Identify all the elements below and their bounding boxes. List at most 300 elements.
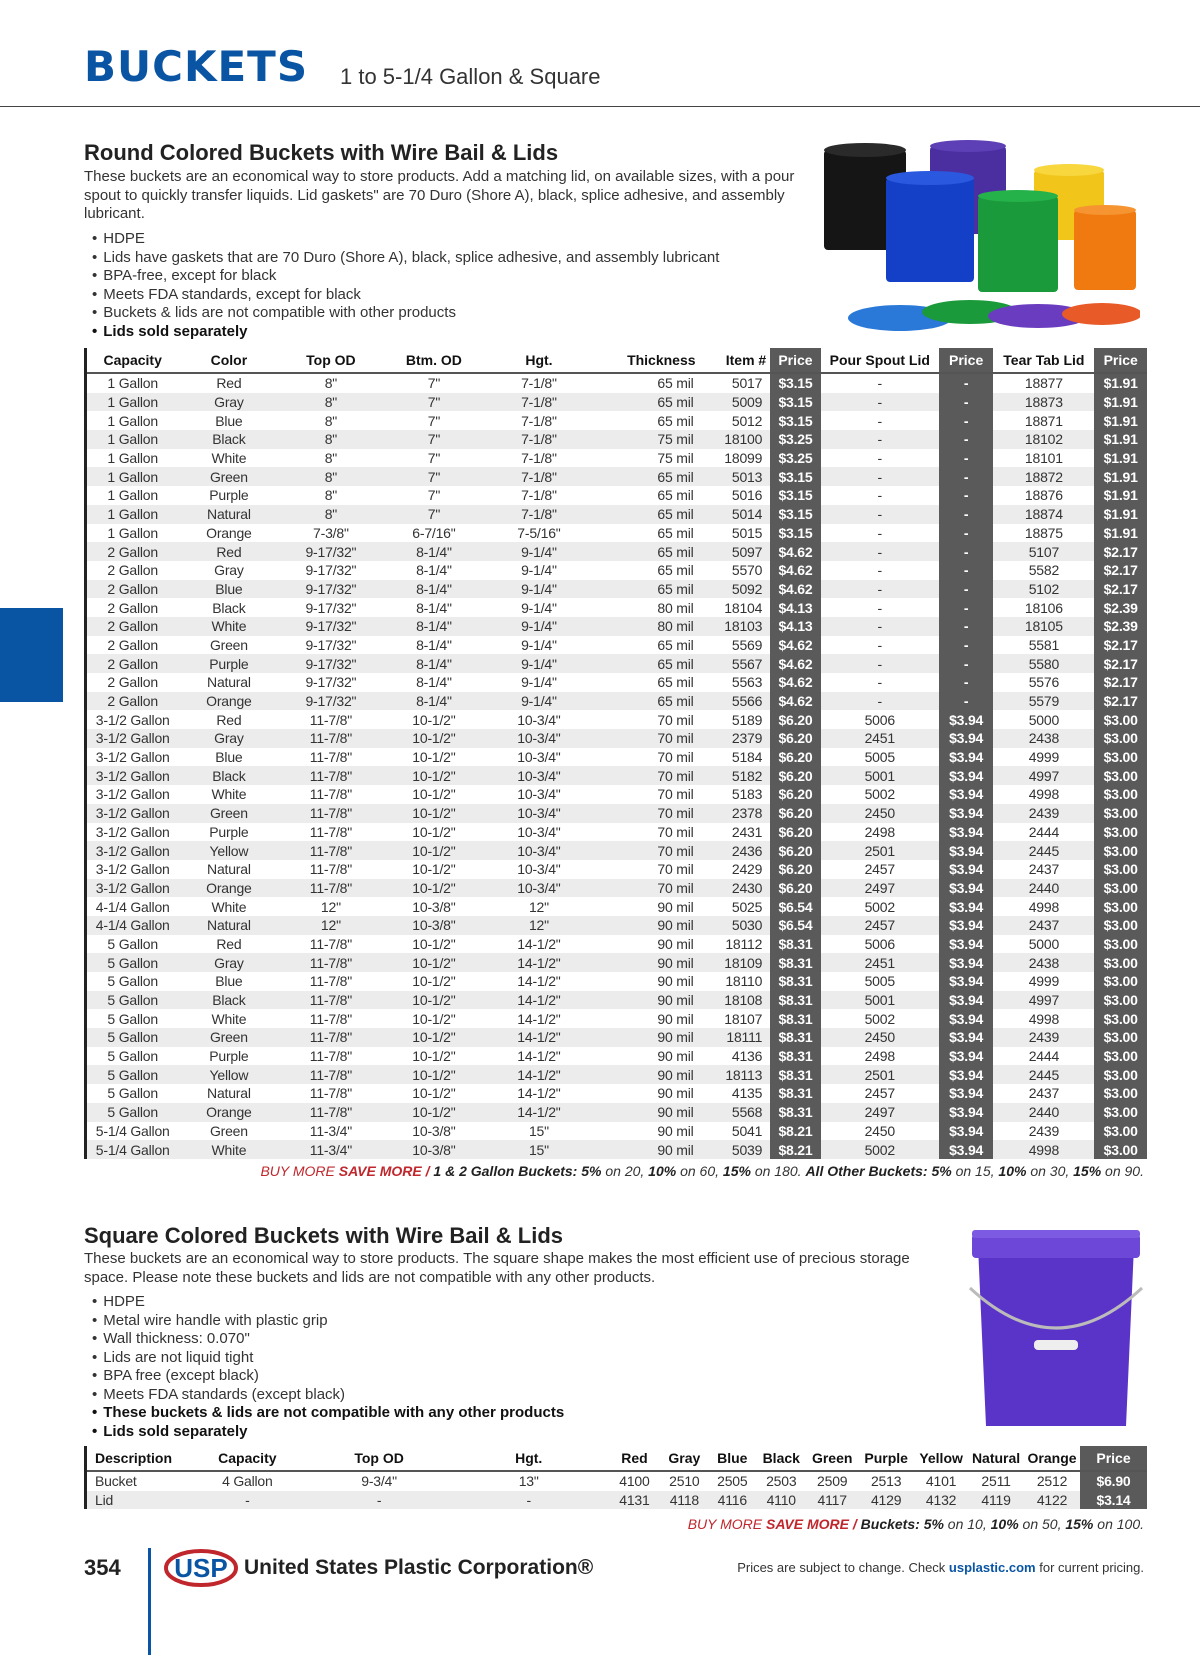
table-cell: $3.00 [1094,879,1147,898]
table-cell: 1 Gallon [107,487,158,504]
table-cell: 7" [382,467,485,486]
table-cell: 5189 [731,711,763,728]
table-cell: 18871 [1024,412,1063,429]
table-cell: 10-3/4" [517,823,561,840]
table-cell: $8.31 [770,991,820,1010]
table-cell: - [877,524,883,541]
table-cell: $3.94 [939,804,994,823]
table-cell: 9-1/4" [485,617,592,636]
table-cell: 2 Gallon [86,580,179,599]
table-cell: 90 mil [657,1010,694,1027]
table-cell: $3.94 [939,1065,994,1084]
table-cell: 5107 [993,542,1094,561]
table-cell: $3.94 [939,897,994,916]
table-cell: - [821,430,939,449]
table-cell: 14-1/2" [517,973,561,990]
table-row [86,486,1148,505]
table-cell: $3.94 [939,935,994,954]
discount-tier: 15% [1073,1163,1102,1179]
table-cell: 18876 [1024,487,1063,504]
group-label: All Other Buckets: [805,1163,928,1179]
table-cell: 11-3/4" [309,1122,353,1139]
separator: / [848,1516,861,1532]
table-cell: Red [216,711,242,728]
table-cell: 1 Gallon [107,524,158,541]
table-cell: 12" [485,916,592,935]
bullet-item: • Meets FDA standards (except black) [84,1386,564,1405]
table-cell: 7-1/8" [521,450,557,467]
square-buy-more-note [688,1516,1144,1532]
col-header: Purple [858,1446,914,1471]
table-cell: $6.20 [770,710,820,729]
table-cell: 2445 [993,841,1094,860]
table-cell: 4117 [806,1491,858,1510]
table-cell: 90 mil [592,1028,701,1047]
table-cell: $3.94 [939,1047,994,1066]
table-cell: 4 Gallon [222,1473,273,1490]
table-row [86,1047,1148,1066]
table-cell: 10-3/4" [517,861,561,878]
table-cell: 10-3/4" [517,749,561,766]
table-cell: $8.31 [770,953,820,972]
table-row [86,953,1148,972]
square-buckets-table [84,1446,1147,1509]
table-cell: $3.00 [1094,729,1147,748]
table-cell: $8.31 [770,1009,820,1028]
table-row [86,785,1148,804]
table-cell: 4999 [1028,973,1060,990]
table-cell: 2439 [1028,1122,1060,1139]
table-cell: - [939,449,994,468]
table-cell: Blue [215,749,243,766]
table-cell: 5039 [702,1140,771,1159]
table-cell: - [821,505,939,524]
table-cell: 18107 [724,1010,763,1027]
table-row [86,373,1148,393]
table-cell: White [211,1010,247,1027]
table-cell: $3.94 [939,1140,994,1159]
table-cell: 2 Gallon [107,674,158,691]
buy-more-text: BUY MORE [687,1516,766,1532]
table-cell: 9-1/4" [521,636,557,653]
table-cell: 10-1/2" [412,1048,456,1065]
table-row [86,393,1148,412]
table-cell: $3.94 [939,823,994,842]
table-cell: $3.14 [1080,1491,1147,1510]
table-cell: 2498 [864,823,895,840]
table-cell: 4100 [619,1473,650,1490]
table-cell: 65 mil [657,524,694,541]
table-cell: Green [209,1122,248,1139]
table-cell: 65 mil [592,692,701,711]
table-cell: $3.15 [770,393,820,412]
table-cell: $1.91 [1094,449,1147,468]
table-cell: Green [178,1028,279,1047]
table-cell: 7-3/8" [313,524,349,541]
table-row [86,449,1148,468]
table-cell: - [821,654,939,673]
round-buckets-photo [820,138,1140,338]
table-cell: 65 mil [657,562,694,579]
table-cell: Black [178,430,279,449]
table-cell: $2.17 [1094,636,1147,655]
table-cell: $3.25 [770,449,820,468]
table-cell: $3.94 [939,785,994,804]
table-cell: 18104 [724,599,763,616]
table-cell: - [939,505,994,524]
table-row [86,1491,1148,1510]
table-cell: 2451 [821,953,939,972]
table-cell: - [449,1491,609,1510]
table-cell: 65 mil [592,580,701,599]
table-cell: Gray [214,562,244,579]
table-cell: 3-1/2 Gallon [95,861,170,878]
table-cell: 10-1/2" [382,1028,485,1047]
table-cell: $3.00 [1094,1140,1147,1159]
table-cell: $3.94 [939,1103,994,1122]
table-cell: 5 Gallon [86,991,179,1010]
table-cell: 3-1/2 Gallon [86,729,179,748]
table-cell: 7-1/8" [485,430,592,449]
bullet-item: • Buckets & lids are not compatible with other products [84,304,719,323]
table-cell: 18108 [702,991,771,1010]
col-header: Top OD [279,348,382,373]
table-cell: 2429 [731,861,763,878]
table-cell: 65 mil [592,654,701,673]
table-row [86,617,1148,636]
table-cell: $3.94 [939,729,994,748]
table-cell: 5041 [731,1122,763,1139]
table-cell: 5568 [702,1103,771,1122]
table-cell: $4.62 [770,654,820,673]
table-cell: 2497 [821,1103,939,1122]
table-cell: 2503 [766,1473,797,1490]
table-cell: 5002 [821,1140,939,1159]
table-cell: 2497 [821,879,939,898]
table-cell: 10-1/2" [412,861,456,878]
col-header: Hgt. [485,348,592,373]
table-cell: Purple [178,654,279,673]
table-cell: 14-1/2" [485,1028,592,1047]
bullet-item: • Meets FDA standards, except for black [84,286,719,305]
table-cell: 10-1/2" [382,1103,485,1122]
table-row [86,748,1148,767]
table-row [86,692,1148,711]
table-cell: 2444 [1028,823,1060,840]
table-cell: $3.94 [939,710,994,729]
bullet-item: • BPA-free, except for black [84,267,719,286]
table-cell: 5005 [864,973,895,990]
table-cell: 4116 [708,1491,756,1510]
table-cell: 4997 [993,991,1094,1010]
group-label: Buckets: [860,1516,920,1532]
table-cell: 2438 [993,953,1094,972]
footer-divider [148,1548,151,1655]
table-cell: Blue [215,412,243,429]
table-cell: 5581 [1028,636,1060,653]
table-cell: 2450 [821,804,939,823]
table-cell: 9-1/4" [485,692,592,711]
table-cell: 9-1/4" [521,674,557,691]
table-cell: $3.00 [1094,823,1147,842]
table-cell: 70 mil [592,879,701,898]
table-cell: 80 mil [657,599,694,616]
table-row [86,1122,1148,1141]
table-cell: - [821,542,939,561]
table-cell: 11-7/8" [309,935,353,952]
table-cell: 5000 [1028,711,1060,728]
table-cell: 10-1/2" [412,823,456,840]
table-cell: 2 Gallon [86,542,179,561]
table-row [86,991,1148,1010]
table-cell: 5 Gallon [86,1065,179,1084]
table-cell: 4119 [968,1491,1024,1510]
table-cell: $3.15 [770,505,820,524]
table-cell: 2440 [993,1103,1094,1122]
table-cell: 2379 [702,729,771,748]
table-cell: - [939,673,994,692]
round-table-header [86,348,1148,373]
page-number: 354 [84,1555,121,1580]
table-cell: Yellow [178,1065,279,1084]
table-cell: 5014 [702,505,771,524]
table-cell: 5569 [731,636,763,653]
table-cell: 9-17/32" [305,674,357,691]
bullet-item-bold: • Lids sold separately [84,323,719,342]
table-cell: 7-1/8" [521,412,557,429]
table-cell: 70 mil [657,861,694,878]
col-header: Red [608,1446,660,1471]
table-cell: 2501 [821,841,939,860]
table-cell: 2 Gallon [86,617,179,636]
table-cell: 11-7/8" [279,1028,382,1047]
table-cell: Purple [209,823,249,840]
table-cell: 1 Gallon [107,375,158,392]
table-cell: 5576 [1028,674,1060,691]
table-row [86,524,1148,543]
table-cell: 70 mil [592,766,701,785]
table-cell: $2.17 [1094,654,1147,673]
table-cell: 7-1/8" [485,505,592,524]
table-cell: 90 mil [657,935,694,952]
table-cell: 9-1/4" [485,542,592,561]
page-subtitle: 1 to 5-1/4 Gallon & Square [340,64,601,89]
table-cell: 5580 [993,654,1094,673]
table-cell: 8-1/4" [416,636,452,653]
table-cell: Blue [215,973,243,990]
table-cell: 9-1/4" [485,580,592,599]
table-cell: 4999 [1028,749,1060,766]
table-cell: - [939,542,994,561]
table-row [86,598,1148,617]
table-cell: 70 mil [592,841,701,860]
col-header: Capacity [86,348,179,373]
table-row [86,1103,1148,1122]
table-cell: Gray [178,393,279,412]
blue-bucket-image [886,171,974,282]
table-cell: 2513 [870,1473,902,1490]
table-cell: 5 Gallon [107,973,158,990]
table-cell: 90 mil [592,916,701,935]
table-cell: $4.62 [770,580,820,599]
col-header: Green [806,1446,858,1471]
table-cell: $3.00 [1094,1103,1147,1122]
table-cell: 2444 [1028,1048,1060,1065]
table-cell: - [821,580,939,599]
discount-tier: 10% [998,1163,1027,1179]
table-cell: 10-1/2" [412,973,456,990]
table-cell: 5570 [731,562,763,579]
table-cell: 10-3/8" [382,1140,485,1159]
table-cell: - [939,411,994,430]
table-cell: 7" [427,487,441,504]
table-cell: 5 Gallon [86,1103,179,1122]
table-cell: 70 mil [657,823,694,840]
discount-qty: on 20, [601,1163,649,1179]
table-cell: 2509 [817,1473,848,1490]
table-cell: 13" [518,1473,539,1490]
table-cell: 80 mil [592,617,701,636]
table-cell: 2 Gallon [107,636,158,653]
table-cell: 18113 [702,1065,771,1084]
bullet-item-bold: • Lids sold separately [84,1423,564,1442]
table-cell: - [877,562,883,579]
table-row [86,505,1148,524]
table-cell: 9-3/4" [361,1473,397,1490]
table-cell: 2440 [993,879,1094,898]
table-cell: 1 Gallon [86,393,179,412]
table-cell: 10-1/2" [382,991,485,1010]
table-cell: 8" [324,450,338,467]
table-cell: $3.00 [1094,1122,1147,1141]
square-bullet-list [84,1293,564,1441]
table-cell: 4132 [914,1491,968,1510]
table-cell: $3.00 [1094,710,1147,729]
table-cell: 5582 [1028,562,1060,579]
table-cell: 11-7/8" [309,1048,353,1065]
website-link[interactable]: usplastic.com [948,1560,1036,1575]
pricing-note [737,1560,1144,1575]
table-cell: $3.94 [939,860,994,879]
bullet-item: • Lids are not liquid tight [84,1349,564,1368]
table-cell: - [939,430,994,449]
table-cell: $6.20 [770,729,820,748]
table-cell: 5182 [702,766,771,785]
square-section-description: These buckets are an economical way to store products. The square shape makes the most efficient use of precious storage space. Please note these buckets and lids are not compatible with any other products. [84,1250,910,1286]
table-cell: 8-1/4" [382,692,485,711]
table-cell: 18103 [702,617,771,636]
table-cell: 10-3/4" [485,729,592,748]
table-cell: 2437 [1028,861,1060,878]
table-row [86,467,1148,486]
table-cell: 7" [427,450,441,467]
table-cell: 2 Gallon [86,692,179,711]
table-cell: 9-17/32" [305,599,357,616]
table-cell: $3.00 [1094,804,1147,823]
table-cell: 5563 [731,674,763,691]
table-cell: 7" [382,430,485,449]
table-cell: $3.00 [1094,1065,1147,1084]
table-cell: 18102 [993,430,1094,449]
table-cell: 70 mil [592,729,701,748]
table-cell: 7-1/8" [521,487,557,504]
table-cell: 5 Gallon [86,1028,179,1047]
table-cell: 1 Gallon [86,467,179,486]
table-cell: $1.91 [1094,505,1147,524]
table-cell: - [939,636,994,655]
table-cell: 10-1/2" [382,766,485,785]
table-cell: 3-1/2 Gallon [86,804,179,823]
table-cell: 4129 [858,1491,914,1510]
table-cell: 2437 [1028,1085,1060,1102]
table-cell: 11-7/8" [309,749,353,766]
table-cell: 14-1/2" [517,1010,561,1027]
table-cell: 70 mil [657,711,694,728]
table-cell: - [821,393,939,412]
table-cell: 4131 [608,1491,660,1510]
table-cell: 3-1/2 Gallon [95,749,170,766]
table-cell: 2450 [864,1122,895,1139]
bullet-item: • BPA free (except black) [84,1367,564,1386]
discount-qty: on 10, [943,1516,991,1532]
table-cell: $3.94 [939,879,994,898]
col-header: Tear Tab Lid [993,348,1094,373]
table-row [86,729,1148,748]
table-row [86,1028,1148,1047]
bullet-item-bold: • These buckets & lids are not compatible with any other products [84,1404,564,1423]
table-cell: White [211,450,247,467]
table-cell: $3.00 [1094,785,1147,804]
table-row [86,897,1148,916]
table-cell: $6.54 [770,916,820,935]
col-header: Price [770,348,820,373]
table-cell: 11-7/8" [279,841,382,860]
table-cell: 14-1/2" [485,991,592,1010]
table-row [86,710,1148,729]
table-cell: 4136 [731,1048,763,1065]
table-cell: 5001 [821,766,939,785]
table-cell: 4998 [1028,898,1060,915]
table-cell: 11-7/8" [309,711,353,728]
table-cell: 10-3/4" [485,804,592,823]
table-cell: 65 mil [657,674,694,691]
table-cell: - [877,375,883,392]
separator: / [421,1163,434,1179]
table-cell: 18106 [1024,599,1063,616]
col-header: Thickness [592,348,701,373]
table-cell: 5566 [702,692,771,711]
round-buckets-table [84,348,1147,1159]
table-cell: 10-1/2" [412,1085,456,1102]
table-cell: 90 mil [657,973,694,990]
table-cell: $8.21 [770,1122,820,1141]
col-header: Item # [702,348,771,373]
discount-tier: 15% [722,1163,751,1179]
table-row [86,804,1148,823]
table-cell: - [821,467,939,486]
discount-tier: 10% [990,1516,1019,1532]
table-cell: $6.90 [1080,1471,1147,1491]
table-cell: 10-1/2" [412,935,456,952]
table-cell: Natural [207,1085,251,1102]
table-cell: 2501 [821,1065,939,1084]
table-cell: 90 mil [657,1122,694,1139]
table-cell: 75 mil [592,430,701,449]
table-cell: 65 mil [592,505,701,524]
table-cell: Green [178,804,279,823]
table-cell: 90 mil [592,953,701,972]
round-buy-more-note [260,1163,1144,1179]
